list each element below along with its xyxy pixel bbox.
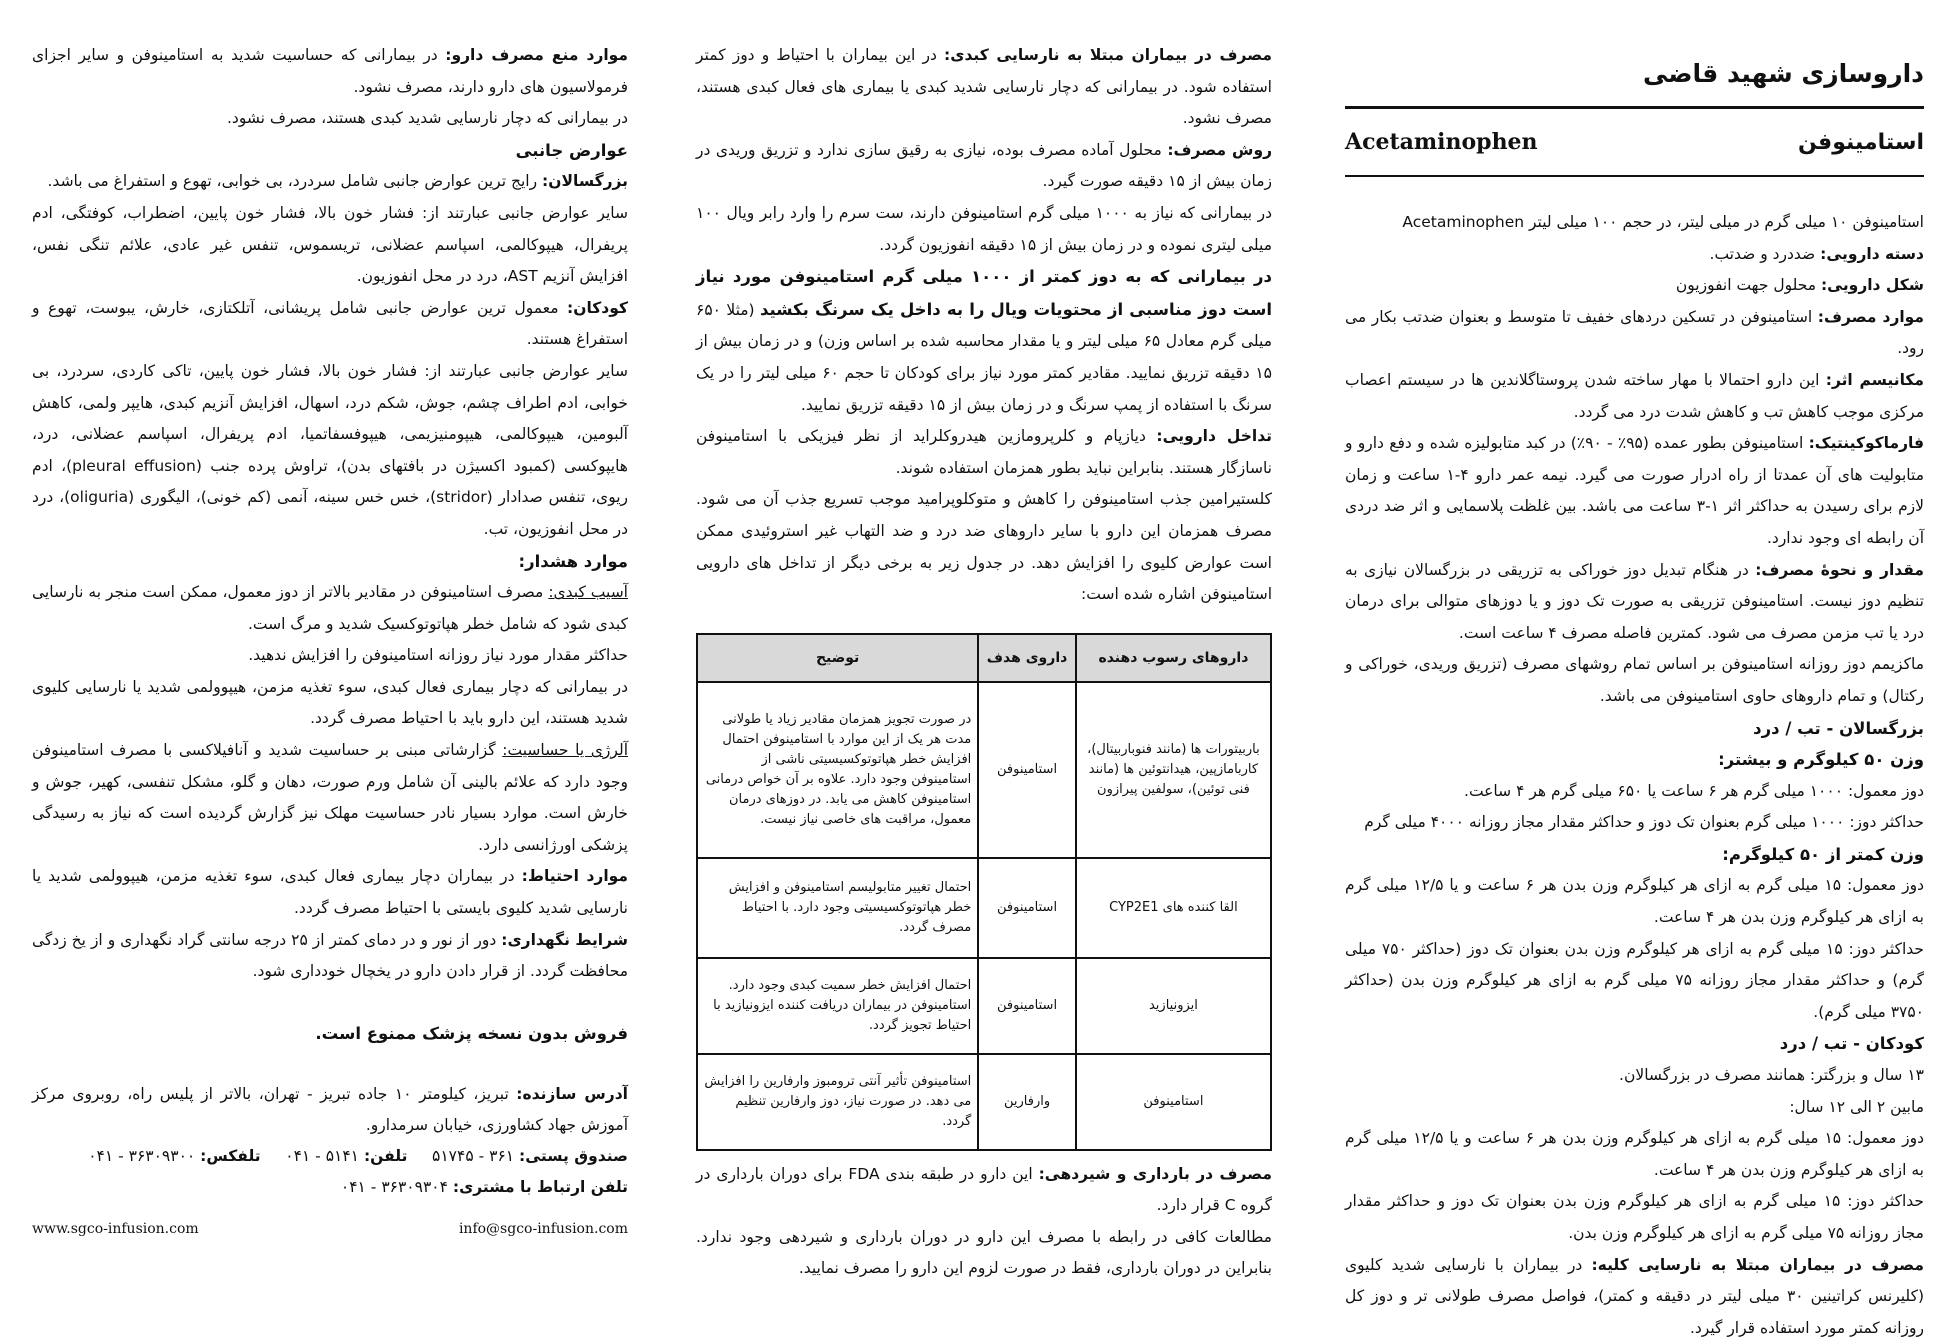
adverse-adults <box>32 166 628 198</box>
adverse-adults-text: رایج ترین عوارض جانبی شامل سردرد، بی خوابی، تهوع و استفراغ می باشد. <box>47 172 538 191</box>
storage-text: دور از نور و در دمای کمتر از ۲۵ درجه سانتی گراد نگهداری و از یخ زدگی محافظت گردد. از قرار دادن دارو در یخچال خودداری شود. <box>32 930 628 981</box>
pobox-value: ۳۶۱ - ۵۱۷۴۵ <box>432 1147 515 1166</box>
hepatic-use <box>696 40 1272 135</box>
table-header-row <box>697 634 1271 682</box>
mechanism <box>1345 365 1924 428</box>
brand-title: داروسازی شهید قاضی <box>1643 59 1924 88</box>
dosage-text: در هنگام تبدیل دوز خوراکی به تزریقی در بزرگسالان نیازی به تنظیم دوز نیست. استامینوفن تزریقی به صورت تک دوز و یا دوزهای متوالی برای درمان درد یا تب مزمن مصرف می شود. کمترین فاصله مصرف ۴ ساعت است. <box>1345 560 1924 642</box>
table-header-target: داروی هدف <box>978 634 1076 682</box>
warning-allergy-label: آلرژی یا حساسیت: <box>502 741 628 760</box>
prescription-note: فروش بدون نسخه پزشک ممنوع است. <box>315 1023 628 1043</box>
table-cell-precipitant: استامینوفن <box>1076 1054 1271 1150</box>
email-link[interactable]: info@sgco-infusion.com <box>458 1221 628 1238</box>
table-cell-precipitant: القا کننده های CYP2E1 <box>1076 858 1271 958</box>
indications-text: استامینوفن در تسکین دردهای خفیف تا متوسط و بعنوان ضدتب بکار می رود. <box>1345 307 1924 358</box>
weight-under-50-heading: وزن کمتر از ۵۰ کیلوگرم: <box>1722 844 1924 864</box>
weight-50-plus-heading: وزن ۵۰ کیلوگرم و بیشتر: <box>1718 750 1924 770</box>
web-line <box>32 1221 628 1237</box>
table-cell-precipitant: ایزونیازید <box>1076 958 1271 1054</box>
pregnancy-text: این دارو در طبقه بندی FDA برای دوران بارداری در گروه C قرار دارد. <box>696 1164 1272 1215</box>
pharmacokinetics-label: فارماکوکینتیک: <box>1808 434 1924 453</box>
renal-label: مصرف در بیماران مبتلا به نارسایی کلیه: <box>1591 1255 1924 1274</box>
left-column <box>20 0 648 1341</box>
contact-line <box>32 1141 628 1172</box>
contraindications-text-2: در بیمارانی که دچار نارسایی شدید کبدی هستند، مصرف نشود. <box>226 109 628 128</box>
table-cell-description: احتمال افزایش خطر سمیت کبدی وجود دارد. استامینوفن در بیماران دریافت کننده ایزونیازید با احتیاط تجویز گردد. <box>697 958 978 1054</box>
adverse-adults-text-2: سایر عوارض جانبی عبارتند از: فشار خون بالا، فشار خون پایین، اضطراب، کوفتگی، ادم پریفرال، هیپوکالمی، اسپاسم عضلانی، تریسموس، تنفس غیر عادی، علائم تنگی نفس، افزایش آنزیم AST، درد در محل انفوزیون. <box>32 203 628 286</box>
weight-50-plus-usual: دوز معمول: ۱۰۰۰ میلی گرم هر ۶ ساعت یا ۶۵۰ میلی گرم هر ۴ ساعت. <box>1464 781 1924 800</box>
adverse-children <box>32 293 628 356</box>
pregnancy <box>696 1159 1272 1222</box>
table-cell-description: احتمال تغییر متابولیسم استامینوفن و افزایش خطر هپاتوتوکسیسیتی وجود دارد. با احتیاط مصرف گردد. <box>697 858 978 958</box>
table-row <box>697 958 1271 1054</box>
customer-phone-value: ۳۶۳۰۹۳۰۴ - ۰۴۱ <box>340 1178 448 1197</box>
spacer <box>32 988 628 1018</box>
dosage-form-label: شکل دارویی: <box>1820 276 1924 295</box>
spacer <box>32 1049 628 1079</box>
dosage-form-text: محلول جهت انفوزیون <box>1675 276 1817 295</box>
precautions-label: موارد احتیاط: <box>521 867 628 886</box>
weight-under-50-max: حداکثر دوز: ۱۵ میلی گرم به ازای هر کیلوگرم وزن بدن بعنوان تک دوز (حداکثر ۷۵۰ میلی گرم) و حداکثر مقدار مجاز روزانه ۷۵ میلی گرم به ازای هر کیلوگرم وزن بدن (حداکثر ۳۷۵۰ میلی گرم). <box>1345 939 1924 1021</box>
table-cell-target: استامینوفن <box>978 682 1076 858</box>
mechanism-text: این دارو احتمالا با مهار ساخته شدن پروستاگلاندین ها در سیستم اعصاب مرکزی موجب کاهش تب و کاهش شدت درد می گردد. <box>1345 370 1924 421</box>
warning-liver-text: مصرف استامینوفن در مقادیر بالاتر از دوز معمول، ممکن است منجر به نارسایی کبدی شود که شامل خطر هپاتوتوکسیک شدید و مرگ است. <box>32 583 628 633</box>
interactions-text-2: کلستیرامین جذب استامینوفن را کاهش و متوکلوپرامید موجب تسریع جذب آن می شود. مصرف همزمان این دارو با سایر داروهای ضد درد و ضد التهاب غیر استروئیدی ممکن است عوارض کلیوی را افزایش دهد. در جدول زیر به برخی دیگر از تداخل های دارویی استامینوفن اشاره شده است: <box>696 490 1272 604</box>
storage <box>32 925 628 988</box>
middle-column <box>680 0 1292 1341</box>
customer-line <box>32 1172 628 1203</box>
dosage-form <box>1345 270 1924 302</box>
contraindications-label: موارد منع مصرف دارو: <box>445 46 628 64</box>
children-usual: دوز معمول: ۱۵ میلی گرم به ازای هر کیلوگرم وزن بدن هر ۶ ساعت و یا ۱۲/۵ میلی گرم به ازای هر کیلوگرم وزن بدن هر ۴ ساعت. <box>1345 1129 1924 1179</box>
table-cell-description: در صورت تجویز همزمان مقادیر زیاد یا طولانی مدت هر یک از این موارد با استامینوفن احتمال افزایش خطر هپاتوتوکسیسیتی ناشی از استامینوفن وجود دارد. علاوه بر آن خواص درمانی استامینوفن کاهش می یابد. در دوزهای درمان معمول، مراقبت های خاصی نیاز نیست. <box>697 682 978 858</box>
adverse-heading: عوارض جانبی <box>515 140 628 160</box>
pharmacokinetics <box>1345 428 1924 554</box>
phone-value: ۵۱۴۱ - ۰۴۱ <box>285 1147 359 1166</box>
weight-50-plus-max: حداکثر دوز: ۱۰۰۰ میلی گرم بعنوان تک دوز و حداکثر مقدار مجاز روزانه ۴۰۰۰ میلی گرم <box>1364 813 1924 832</box>
method-text: محلول آماده مصرف بوده، نیازی به رقیق سازی ندارد و تزریق وریدی در زمان بیش از ۱۵ دقیقه صورت گیرد. <box>696 140 1272 191</box>
adverse-adults-label: بزرگسالان: <box>542 172 628 191</box>
adverse-children-label: کودکان: <box>567 298 628 317</box>
contraindications <box>32 40 628 103</box>
table-row <box>697 682 1271 858</box>
method-text-2: در بیمارانی که نیاز به ۱۰۰۰ میلی گرم استامینوفن دارند، ست سرم را وارد رابر ویال ۱۰۰ میلی لیتری نموده و در زمان بیش از ۱۵ دقیقه انفوزیون گردد. <box>696 203 1272 254</box>
customer-phone-label: تلفن ارتباط با مشتری: <box>452 1178 628 1197</box>
drug-name-line <box>1345 119 1924 165</box>
drug-group-label: دسته دارویی: <box>1820 244 1924 263</box>
warning-liver-label: آسیب کبدی: <box>548 583 628 602</box>
drug-name-english: Acetaminophen <box>1345 129 1538 155</box>
interactions-label: تداخل دارویی: <box>1156 427 1272 446</box>
interaction-table <box>696 633 1272 1151</box>
pregnancy-text-2: مطالعات کافی در رابطه با مصرف این دارو در دوران بارداری و شیردهی وجود ندارد. بنابراین در دوران بارداری، فقط در صورت لزوم این دارو را مصرف نمایید. <box>696 1227 1272 1278</box>
adverse-children-text: معمول ترین عوارض جانبی شامل پریشانی، آتلکتازی، خارش، یبوست، تهوع و استفراغ هستند. <box>32 298 628 349</box>
drug-group-text: ضددرد و ضدتب. <box>1709 244 1816 263</box>
table-cell-target: استامینوفن <box>978 958 1076 1054</box>
drug-group <box>1345 239 1924 271</box>
precautions-text: در بیماران دچار بیماری فعال کبدی، سوء تغذیه مزمن، هیپوولمی شدید یا نارسایی شدید کلیوی بایستی با احتیاط مصرف گردد. <box>32 867 628 918</box>
method-bold-text: در بیمارانی که به دوز کمتر از ۱۰۰۰ میلی گرم استامینوفن مورد نیاز است دوز مناسبی از محتویات ویال را به داخل یک سرنگ بکشید <box>696 267 1273 319</box>
website-link[interactable]: www.sgco-infusion.com <box>32 1221 199 1238</box>
pobox-label: صندوق پستی: <box>519 1147 628 1166</box>
renal-text: در بیماران با نارسایی شدید کلیوی (کلیرنس کراتینین ۳۰ میلی لیتر در دقیقه و کمتر)، فواصل مصرف طولانی تر و دوز کل روزانه کمتر مورد استفاده قرار گیرد. <box>1345 1255 1924 1337</box>
table-row <box>697 858 1271 958</box>
weight-under-50-usual: دوز معمول: ۱۵ میلی گرم به ازای هر کیلوگرم وزن بدن هر ۶ ساعت و یا ۱۲/۵ میلی گرم به ازای هر کیلوگرم وزن بدن هر ۴ ساعت. <box>1345 876 1924 927</box>
adults-heading: بزرگسالان - تب / درد <box>1753 718 1924 738</box>
hepatic-text: در این بیماران با احتیاط و دوز کمتر استفاده شود. در بیمارانی که دچار نارسایی شدید کبدی یا بیماری های فعال کبدی هستند، مصرف نشود. <box>696 46 1272 128</box>
manufacturer-address <box>32 1079 628 1141</box>
right-column <box>1325 0 1946 1341</box>
phone-label: تلفن: <box>363 1147 408 1166</box>
table-header-precipitant: داروهای رسوب دهنده <box>1076 634 1271 682</box>
interactions-text: دیازپام و کلرپرومازین هیدروکلراید از نظر فیزیکی با استامینوفن ناسازگار هستند. بنابراین نباید بطور همزمان استفاده شوند. <box>696 427 1272 477</box>
hepatic-label: مصرف در بیماران مبتلا به نارسایی کبدی: <box>944 46 1272 64</box>
children-heading: کودکان - تب / درد <box>1779 1034 1924 1054</box>
pregnancy-label: مصرف در بارداری و شیردهی: <box>1038 1164 1273 1183</box>
drug-name-persian: استامینوفن <box>1798 129 1924 155</box>
warning-liver <box>32 577 628 640</box>
adverse-children-text-2: سایر عوارض جانبی عبارتند از: فشار خون بالا، فشار خون پایین، تاکی کاردی، سردرد، بی خوابی، ادم اطراف چشم، جوش، شکم درد، اسهال، افزایش آنزیم کبدی، هایپر ولمی، کاهش آلبومین، هیپوکالمی، هیپومنیزیمی، هیپوفسفاتمیا، ادم پریفرال، اسپاسم عضلانی، درد، هایپوکسی (کمبود اکسیژن در بافتهای بدن)، تراوش پرده جنب (pleural effusion)، ادم ریوی، تنفس صدادار (stridor)، خس خس سینه، آنمی (کم خونی)، الیگوری (oliguria)، درد در محل انفوزیون، تب. <box>32 361 628 538</box>
indications <box>1345 302 1924 365</box>
table-cell-target: وارفارین <box>978 1054 1076 1150</box>
warning-liver-text-3: در بیمارانی که دچار بیماری فعال کبدی، سوء تغذیه مزمن، هیپوولمی شدید یا نارسایی کلیوی شدید هستند، این دارو باید با احتیاط مصرف گردد. <box>32 677 628 728</box>
table-row <box>697 1054 1271 1150</box>
header-rule <box>1345 106 1924 109</box>
drug-name-rule <box>1345 175 1924 177</box>
pharmacokinetics-text: استامینوفن بطور عمده (۹۵٪ - ۹۰٪) در کبد متابولیزه شده و دفع دارو و متابولیت های آن عمدتا از راه ادرار صورت می گیرد. نیمه عمر دارو ۴-۱ ساعت و زمان لازم برای رسیدن به حداکثر اثر ۱-۳ ساعت می باشد. بین غلظت پلاسمایی و اثر ضد دردی آن رابطه ای وجود ندارد. <box>1345 434 1925 547</box>
warning-allergy <box>32 735 628 861</box>
method-low-dose <box>696 261 1272 421</box>
dosage <box>1345 555 1924 650</box>
storage-label: شرایط نگهداری: <box>501 930 628 949</box>
table-header-description: توضیح <box>697 634 978 682</box>
mechanism-label: مکانیسم اثر: <box>1825 370 1925 389</box>
fax-label: تلفکس: <box>200 1147 261 1166</box>
table-cell-target: استامینوفن <box>978 858 1076 958</box>
composition-text: استامینوفن ۱۰ میلی گرم در میلی لیتر، در حجم ۱۰۰ میلی لیتر Acetaminophen <box>1402 213 1924 231</box>
children-13-plus: ۱۳ سال و بزرگتر: همانند مصرف در بزرگسالان. <box>1619 1066 1924 1085</box>
warnings-heading: موارد هشدار: <box>518 551 628 571</box>
table-cell-description: استامینوفن تأثیر آنتی ترومبوز وارفارین را افزایش می دهد. در صورت نیاز، دوز وارفارین تنظیم گردد. <box>697 1054 978 1150</box>
contraindications-text: در بیمارانی که حساسیت شدید به استامینوفن و سایر اجزای فرمولاسیون های دارو دارند، مصرف نشود. <box>32 46 628 96</box>
precautions <box>32 861 628 924</box>
method <box>696 135 1272 198</box>
dosage-label: مقدار و نحوهٔ مصرف: <box>1755 560 1924 579</box>
fax-value: ۳۶۳۰۹۳۰۰ - ۰۴۱ <box>88 1147 196 1166</box>
address-label: آدرس سازنده: <box>516 1085 628 1104</box>
max-dose-text: ماکزیمم دوز روزانه استامینوفن بر اساس تمام روشهای مصرف (تزریق وریدی، خوراکی و رکتال) و تمام داروهای حاوی استامینوفن می باشد. <box>1345 655 1924 705</box>
indications-label: موارد مصرف: <box>1817 307 1924 326</box>
children-max: حداکثر دوز: ۱۵ میلی گرم به ازای هر کیلوگرم وزن بدن بعنوان تک دوز و حداکثر مقدار مجاز روزانه ۷۵ میلی گرم به ازای هر کیلوگرم وزن بدن. <box>1345 1192 1924 1242</box>
method-text-3: (مثلا ۶۵۰ میلی گرم معادل ۶۵ میلی لیتر و یا مقدار محاسبه شده بر اساس وزن) و در زمان بیش از ۱۵ دقیقه تزریق نمایید. مقادیر کمتر مورد نیاز برای کودکان تا حجم ۶۰ میلی لیتر را در یک سرنگ با استفاده از پمپ سرنگ و در زمان بیش از ۱۵ دقیقه تزریق نمایید. <box>696 300 1272 414</box>
warning-liver-text-2: حداکثر مقدار مورد نیاز روزانه استامینوفن را افزایش ندهید. <box>248 646 628 665</box>
warning-allergy-text: گزارشاتی مبنی بر حساسیت شدید و آنافیلاکسی با مصرف استامینوفن وجود دارد که علائم بالینی آن شامل ورم صورت، دهان و گلو، مشکل تنفسی، کهیر، جوش و خارش است. موارد بسیار نادر حساسیت مهلک نیز گزارش گردیده است که نیاز به رسیدگی پزشکی اورژانسی دارد. <box>32 741 628 854</box>
address-text: تبریز، کیلومتر ۱۰ جاده تبریز - تهران، بالاتر از پلیس راه، روبروی مرکز آموزش جهاد کشاورزی، خیابان سرمدارو. <box>32 1085 628 1135</box>
table-cell-precipitant: باربیتورات ها (مانند فنوباربیتال)، کاربامازپین، هیدانتوئین ها (مانند فنی توئین)، سولفین پیرازون <box>1076 682 1271 858</box>
children-2-12: مابین ۲ الی ۱۲ سال: <box>1789 1097 1924 1116</box>
interactions <box>696 421 1272 484</box>
method-label: روش مصرف: <box>1167 140 1272 159</box>
renal-use <box>1345 1250 1924 1344</box>
